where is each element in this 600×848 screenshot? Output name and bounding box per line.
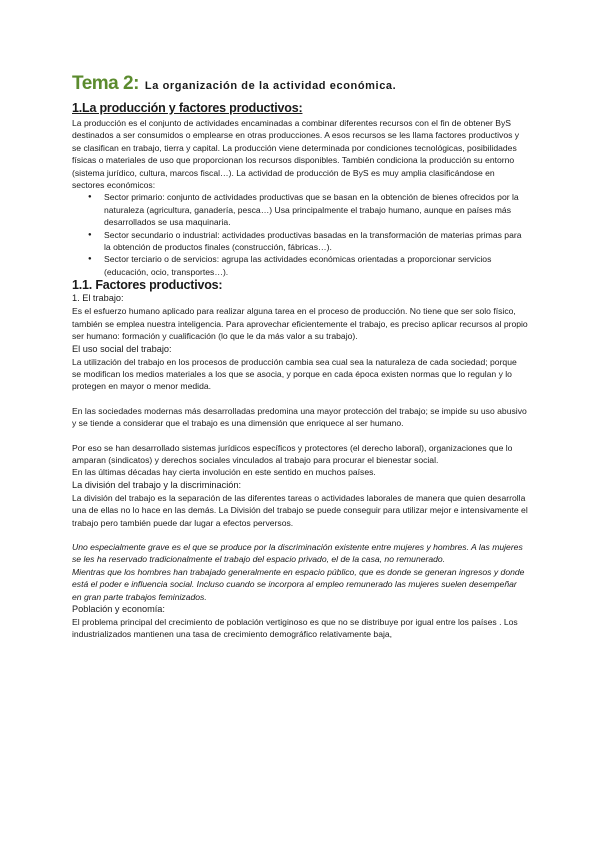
paragraph-gap	[72, 430, 528, 442]
topic-title: La organización de la actividad económica.	[144, 80, 397, 92]
list-item-sector-primario: ● Sector primario: conjunto de actividades productivas que se basan en la obtención de bienes ofrecidos por la naturaleza (agricultura, ganadería, pesca…) Usa principalmente el trabajo humano, aunque en países más desarrollados se usa maquinaria.	[104, 191, 528, 228]
topic-number: Tema 2:	[72, 73, 139, 94]
page-title	[72, 72, 528, 98]
production-intro-paragraph: La producción es el conjunto de actividades encaminadas a combinar diferentes recursos con el fin de obtener ByS destinados a ser consumidos o emplearse en otras producciones. A esos recursos se les llama factores productivos y se clasifican en trabajo, tierra y capital. La producción viene determinada por condiciones tecnológicas, posibilidades físicas o materiales de uso que proporcionan los recursos disponibles. También condiciona la producción su entorno (sistema jurídico, cultura, marcos fiscal…). La actividad de producción de ByS es muy amplia clasificándose en sectores económicos:	[72, 118, 520, 191]
division-paragraph: La división del trabajo es la separación de las diferentes tareas o actividades laborales de manera que quien desarrolla una de ellas no lo hace en las demás. La División del trabajo se puede conseguir para utilizar mejor e intensivamente el trabajo pero también puede dar lugar a efectos perversos.	[72, 492, 528, 528]
subheading-division: La división del trabajo y la discriminación:	[72, 479, 242, 490]
sectors-list	[72, 191, 528, 278]
document-page	[72, 72, 528, 641]
subheading-uso-social: El uso social del trabajo:	[72, 343, 172, 354]
uso-social-paragraph-2: En las sociedades modernas más desarrolladas predomina una mayor protección del trabajo; se impide su uso abusivo y se tiende a considerar que el trabajo es una dimensión que enriquece al ser humano.	[72, 405, 527, 429]
uso-social-paragraph-3: Por eso se han desarrollado sistemas jurídicos específicos y protectores (el derecho laboral), organizaciones que lo amparan (sindicatos) y derechos sociales vinculados al trabajo para procurar el bienestar social.	[72, 442, 513, 465]
subheading-poblacion: Población y economía:	[72, 604, 165, 614]
subheading-trabajo: 1. El trabajo:	[72, 293, 124, 304]
trabajo-paragraph: Es el esfuerzo humano aplicado para realizar alguna tarea en el proceso de producción. No tiene que ser solo físico, también se emplea nuestra inteligencia. Para aprovechar eficientemente el trabajo, es preciso aplicar recursos al propio ser humano: formación y cualificación (lo que le da más valor a su trabajo).	[72, 306, 528, 342]
discrimination-paragraph-1: Uno especialmente grave es el que se produce por la discriminación existente entre mujeres y hombres. A las mujeres se les ha reservado tradicionalmente el trabajo del espacio privado, el de la casa, no remunerado.	[72, 541, 523, 565]
paragraph-gap	[72, 393, 528, 405]
paragraph-gap	[72, 529, 528, 541]
section-heading-factores: 1.1. Factores productivos:	[72, 278, 223, 293]
uso-social-paragraph-4: En las últimas décadas hay cierta involución en este sentido en muchos países.	[72, 467, 376, 478]
list-item-sector-secundario: ● Sector secundario o industrial: actividades productivas basadas en la transformación de materias primas para la obtención de productos finales (construcción, fábricas…).	[104, 229, 528, 254]
list-item-sector-terciario: ● Sector terciario o de servicios: agrupa las actividades económicas orientadas a proporcionar servicios (educación, ocio, transportes…).	[104, 253, 528, 278]
section-heading-produccion: 1.La producción y factores productivos:	[72, 101, 303, 115]
discrimination-paragraph-2: Mientras que los hombres han trabajado generalmente en espacio público, que es donde se generan ingresos y donde está el poder e influencia social. Incluso cuando se incorpora al empleo remunerado las mujeres suelen desempeñar en gran parte trabajos feminizados.	[72, 566, 525, 602]
poblacion-paragraph: El problema principal del crecimiento de población vertiginoso es que no se distribuye por igual entre los países . Los industrializados mantienen una tasa de crecimiento demográfico relativamente baja,	[72, 617, 518, 640]
uso-social-paragraph-1: La utilización del trabajo en los procesos de producción cambia sea cual sea la naturaleza de cada sociedad; porque se modifican los medios materiales a los que se asocia, y porque en cada época existen normas que lo regulan y lo protegen en mayor o menor medida.	[72, 356, 517, 392]
